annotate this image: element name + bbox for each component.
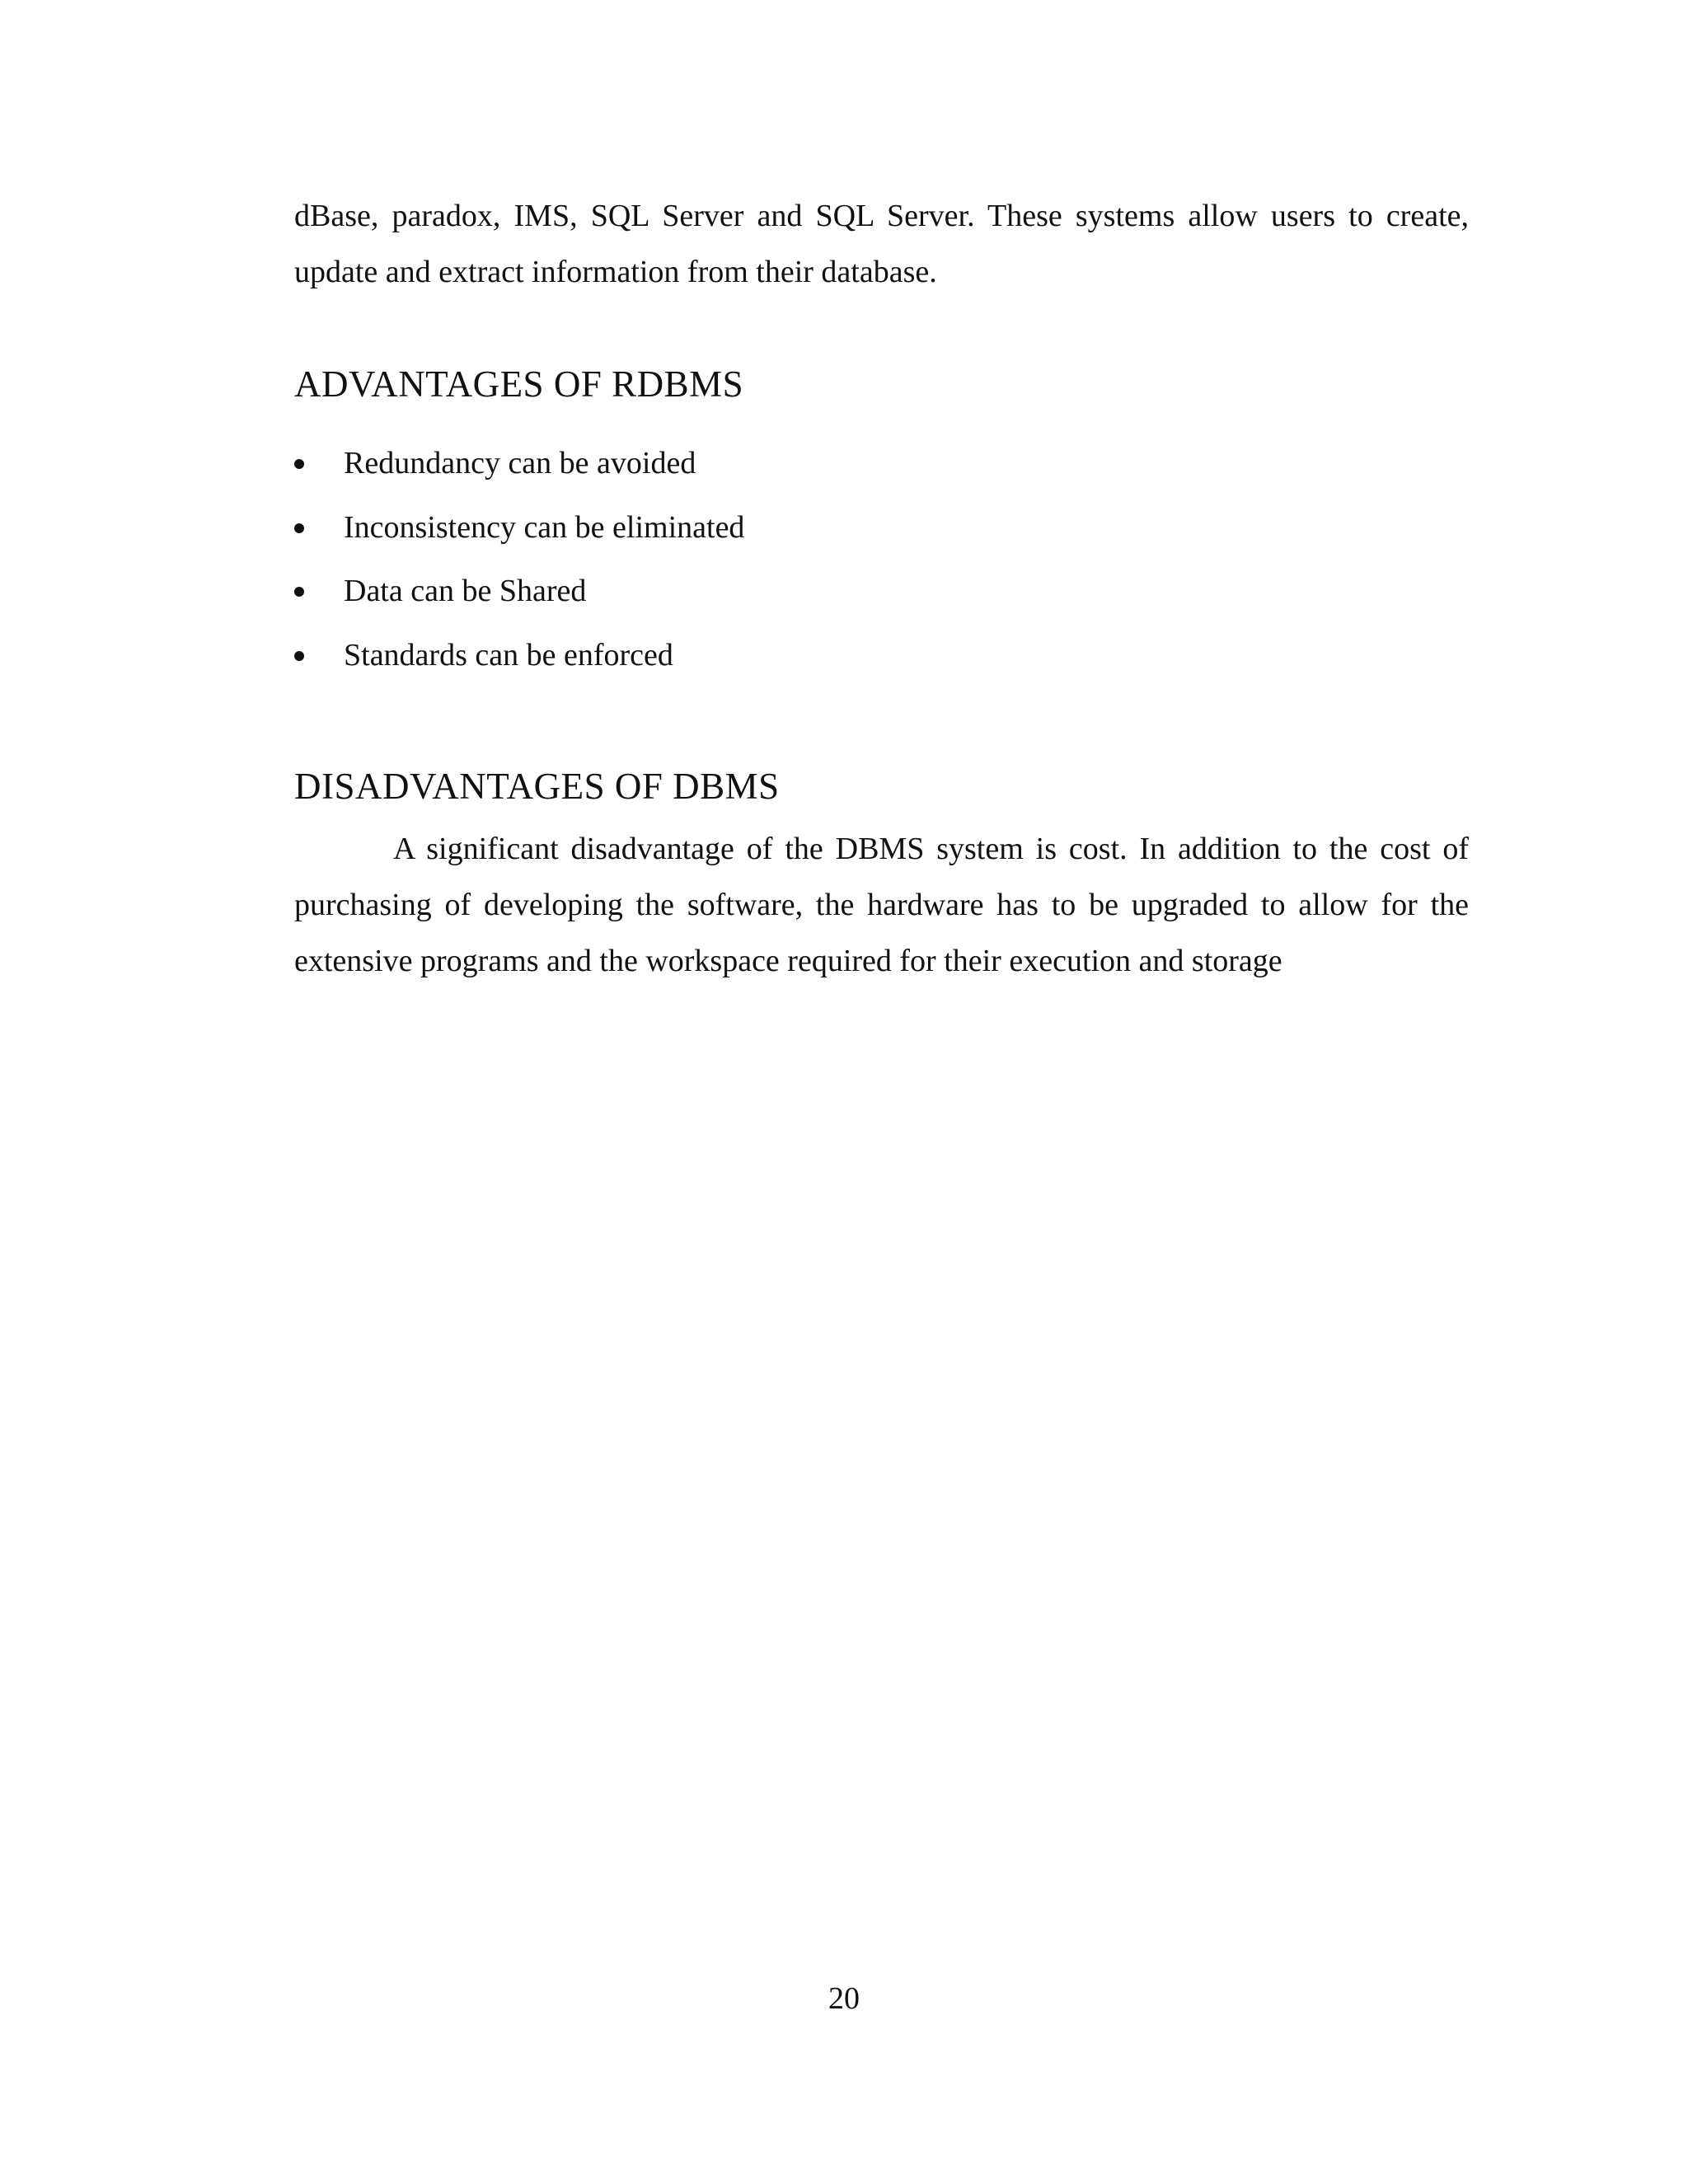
list-item-text: Redundancy can be avoided [344, 446, 696, 480]
list-item [294, 560, 1469, 624]
page-number: 20 [828, 1981, 860, 2016]
advantages-list [294, 432, 1469, 687]
list-item-text: Data can be Shared [344, 574, 587, 608]
page-content [294, 188, 1469, 989]
disadvantages-paragraph: A significant disadvantage of the DBMS system is cost. In addition to the cost of purchasing of developing the software, the hardware has to be upgraded to allow for the extensive programs and the workspace required for their execution and storage [294, 832, 1469, 978]
list-item [294, 624, 1469, 688]
bullet-icon [294, 651, 304, 661]
list-item [294, 496, 1469, 560]
intro-paragraph: dBase, paradox, IMS, SQL Server and SQL Server. These systems allow users to create, update and extract information from their database. [294, 199, 1469, 289]
list-item-text: Standards can be enforced [344, 637, 673, 673]
bullet-icon [294, 587, 304, 597]
list-item [294, 432, 1469, 496]
bullet-icon [294, 459, 304, 469]
advantages-heading: ADVANTAGES OF RDBMS [294, 363, 744, 405]
disadvantages-heading: DISADVANTAGES OF DBMS [294, 766, 780, 807]
list-item-text: Inconsistency can be eliminated [344, 509, 745, 545]
bullet-icon [294, 523, 304, 533]
